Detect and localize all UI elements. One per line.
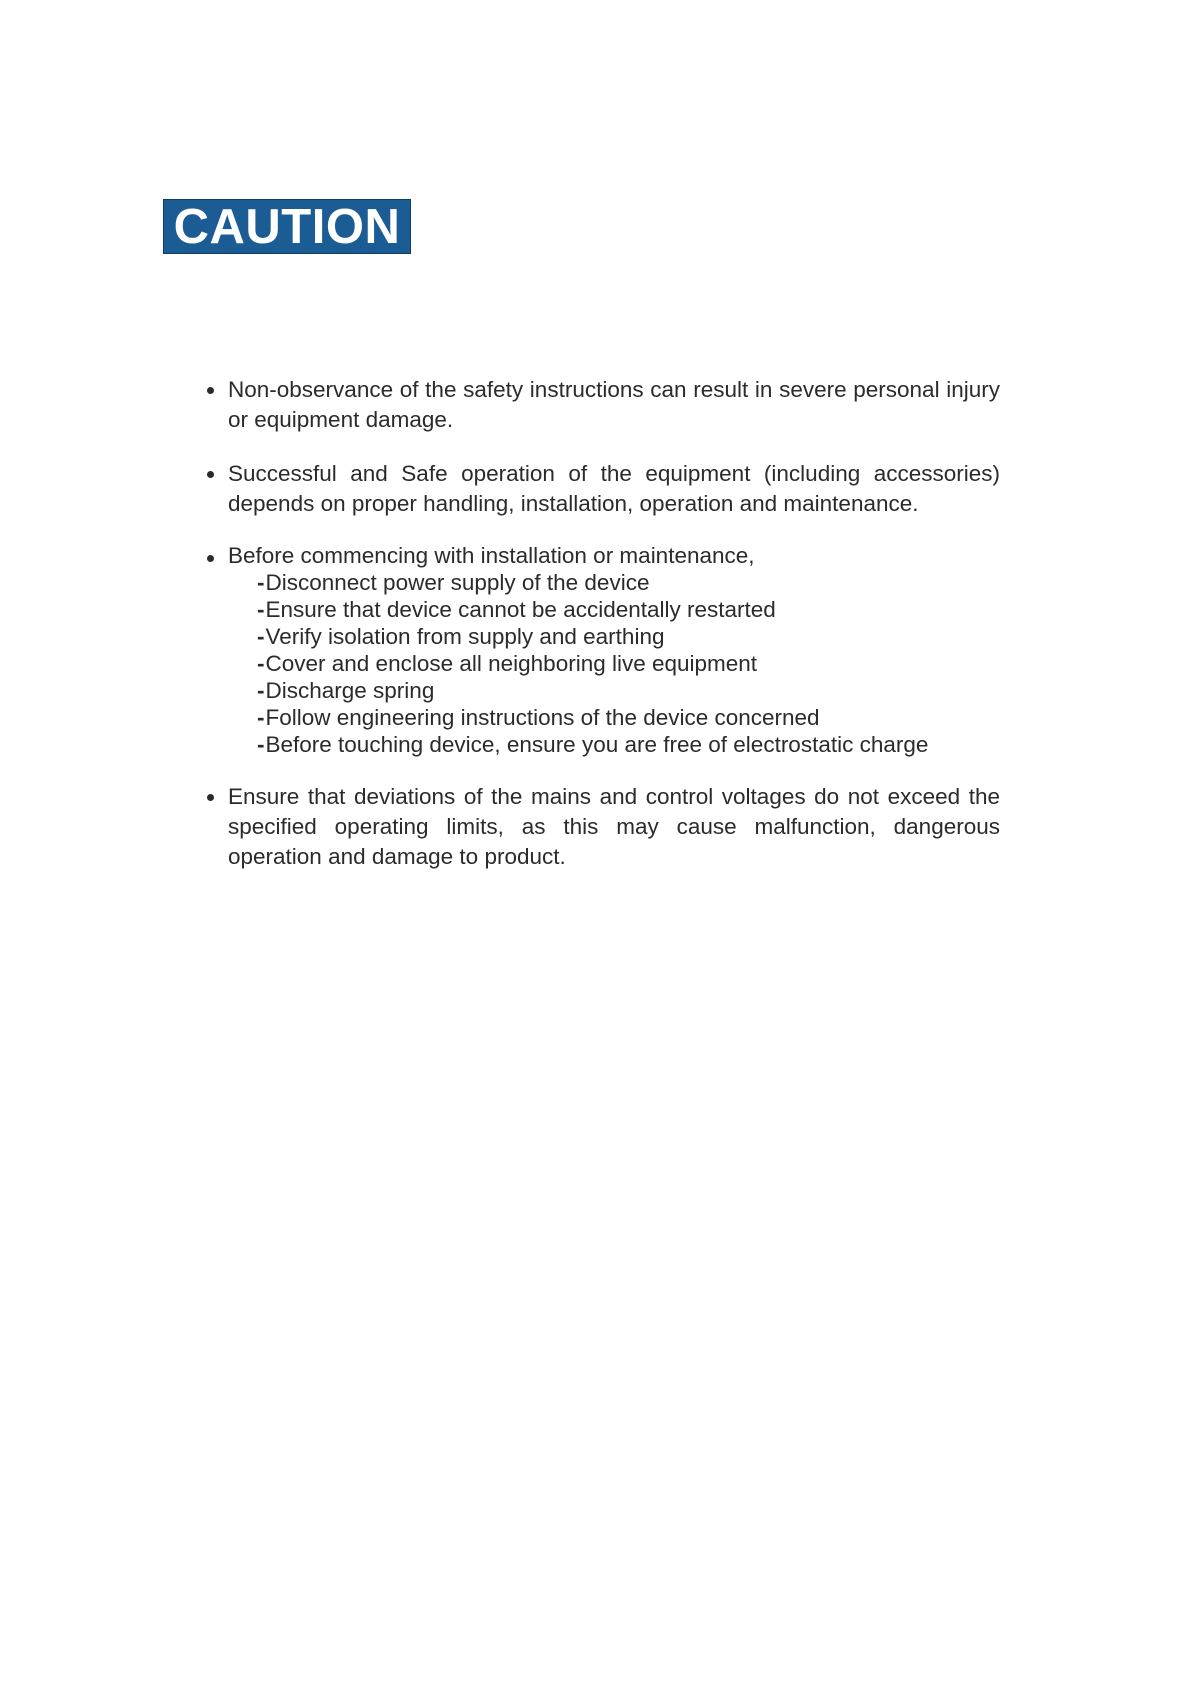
sublist-item-text: Ensure that device cannot be accidentally restarted [265, 597, 776, 622]
bullet-icon [207, 555, 214, 562]
dash-icon: - [257, 570, 265, 595]
sublist-item-text: Follow engineering instructions of the device concerned [265, 705, 820, 730]
sublist-item-text: Discharge spring [265, 678, 435, 703]
bullet-item [205, 459, 1000, 519]
bullet-icon [207, 471, 214, 478]
bullet-icon [207, 794, 214, 801]
sublist-item-text: Before touching device, ensure you are free of electrostatic charge [265, 732, 929, 757]
safety-instructions [205, 375, 1000, 896]
bullet-text: Non-observance of the safety instructions can result in severe personal injury or equipment damage. [228, 377, 1000, 432]
dash-icon: - [257, 705, 265, 730]
dash-icon: - [257, 678, 265, 703]
bullet-item [205, 375, 1000, 435]
caution-heading: CAUTION [163, 199, 411, 254]
sublist-item-text: Disconnect power supply of the device [265, 570, 650, 595]
sublist-item [257, 596, 1000, 623]
dash-icon: - [257, 732, 265, 757]
sublist-item-text: Verify isolation from supply and earthing [265, 624, 665, 649]
sublist-item-text: Cover and enclose all neighboring live equipment [265, 651, 758, 676]
sublist-item [257, 623, 1000, 650]
sublist-item [257, 650, 1000, 677]
sublist-item [257, 677, 1000, 704]
bullet-text: Successful and Safe operation of the equipment (including accessories) depends on proper handling, installation, operation and maintenance. [228, 461, 1000, 516]
dash-icon: - [257, 624, 265, 649]
dash-icon: - [257, 651, 265, 676]
bullet-text: Before commencing with installation or maintenance, [228, 543, 755, 568]
bullet-text: Ensure that deviations of the mains and control voltages do not exceed the specified operating limits, as this may cause malfunction, dangerous operation and damage to product. [228, 784, 1000, 869]
precaution-sublist [228, 569, 1000, 758]
sublist-item [257, 731, 1000, 758]
dash-icon: - [257, 597, 265, 622]
sublist-item [257, 704, 1000, 731]
bullet-item [205, 782, 1000, 872]
bullet-icon [207, 387, 214, 394]
bullet-item [205, 543, 1000, 758]
sublist-item [257, 569, 1000, 596]
